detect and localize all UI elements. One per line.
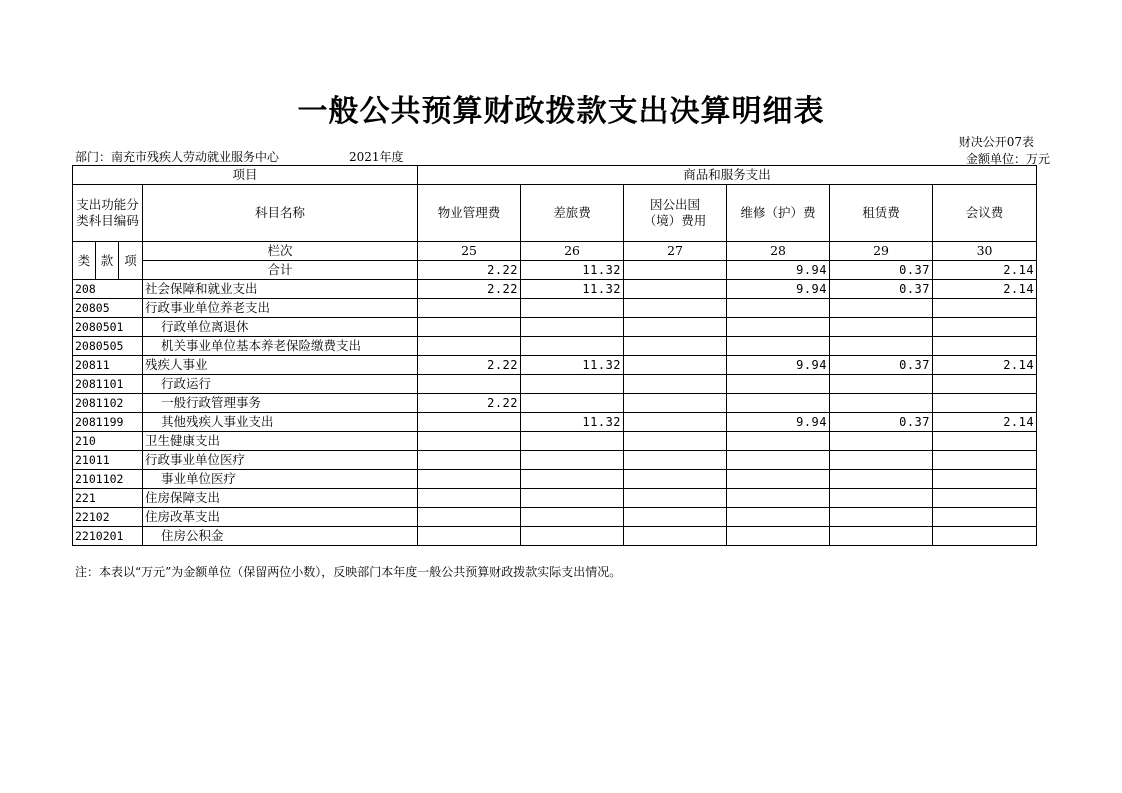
total-cell: 2.22 <box>418 261 521 280</box>
subject-name-cell: 机关事业单位基本养老保险缴费支出 <box>143 337 418 356</box>
footnote: 注：本表以“万元”为金额单位（保留两位小数），反映部门本年度一般公共预算财政拨款实际支出情况。 <box>75 565 622 579</box>
function-code-cell: 2101102 <box>73 470 143 489</box>
subject-name-cell: 行政事业单位医疗 <box>143 451 418 470</box>
amount-cell <box>521 432 624 451</box>
table-row <box>73 508 1037 527</box>
amount-cell <box>727 318 830 337</box>
amount-cell <box>624 470 727 489</box>
col-no-28: 28 <box>727 242 830 261</box>
amount-cell <box>727 508 830 527</box>
amount-cell <box>830 527 933 546</box>
amount-cell <box>624 299 727 318</box>
subject-name-cell: 行政运行 <box>143 375 418 394</box>
amount-cell <box>521 527 624 546</box>
subject-name-cell: 住房保障支出 <box>143 489 418 508</box>
amount-cell <box>933 527 1037 546</box>
subject-name-cell: 住房公积金 <box>143 527 418 546</box>
subject-name-cell: 住房改革支出 <box>143 508 418 527</box>
amount-cell <box>624 413 727 432</box>
amount-cell: 0.37 <box>830 280 933 299</box>
function-code-cell: 2210201 <box>73 527 143 546</box>
amount-cell <box>830 489 933 508</box>
lei-header: 类 <box>73 242 96 280</box>
table-row <box>73 375 1037 394</box>
amount-cell <box>830 470 933 489</box>
subject-name-header: 科目名称 <box>143 185 418 242</box>
amount-cell <box>624 356 727 375</box>
amount-cell <box>727 337 830 356</box>
amount-cell <box>933 508 1037 527</box>
report-title: 一般公共预算财政拨款支出决算明细表 <box>297 94 825 129</box>
amount-cell <box>933 394 1037 413</box>
subject-name-cell: 行政单位离退休 <box>143 318 418 337</box>
amount-cell <box>933 432 1037 451</box>
amount-cell <box>933 318 1037 337</box>
project-header: 项目 <box>73 166 418 185</box>
amount-cell <box>727 375 830 394</box>
xiang-header: 项 <box>119 242 143 280</box>
total-label: 合计 <box>143 261 418 280</box>
function-code-cell: 2081101 <box>73 375 143 394</box>
lanci-row <box>73 242 1037 261</box>
fiscal-year: 2021年度 <box>349 150 404 164</box>
amount-cell <box>521 318 624 337</box>
amount-cell <box>727 470 830 489</box>
amount-cell: 9.94 <box>727 280 830 299</box>
amount-cell <box>727 299 830 318</box>
function-code-cell: 20805 <box>73 299 143 318</box>
table-row <box>73 489 1037 508</box>
total-cell: 0.37 <box>830 261 933 280</box>
amount-cell <box>727 527 830 546</box>
amount-cell <box>521 299 624 318</box>
amount-cell <box>521 451 624 470</box>
col-no-26: 26 <box>521 242 624 261</box>
table-row <box>73 337 1037 356</box>
amount-cell <box>521 470 624 489</box>
amount-cell <box>418 337 521 356</box>
amount-cell <box>418 413 521 432</box>
subject-name-cell: 其他残疾人事业支出 <box>143 413 418 432</box>
amount-cell <box>624 451 727 470</box>
amount-cell <box>933 470 1037 489</box>
amount-cell <box>418 375 521 394</box>
function-code-cell: 2081199 <box>73 413 143 432</box>
amount-cell <box>624 280 727 299</box>
col-header-29: 租赁费 <box>830 185 933 242</box>
amount-cell: 0.37 <box>830 413 933 432</box>
department-label: 部门：南充市残疾人劳动就业服务中心 <box>75 150 280 164</box>
table-row <box>73 470 1037 489</box>
col-no-27: 27 <box>624 242 727 261</box>
col-no-30: 30 <box>933 242 1037 261</box>
amount-cell <box>418 299 521 318</box>
amount-cell <box>624 432 727 451</box>
function-code-cell: 2080501 <box>73 318 143 337</box>
amount-cell <box>933 375 1037 394</box>
function-code-cell: 210 <box>73 432 143 451</box>
amount-cell: 11.32 <box>521 413 624 432</box>
amount-cell <box>624 489 727 508</box>
amount-cell: 2.22 <box>418 280 521 299</box>
col-header-30: 会议费 <box>933 185 1037 242</box>
amount-cell <box>521 337 624 356</box>
amount-cell <box>830 337 933 356</box>
table-row <box>73 299 1037 318</box>
amount-cell <box>830 375 933 394</box>
form-number: 财决公开07表 <box>958 135 1034 149</box>
goods-services-header: 商品和服务支出 <box>418 166 1037 185</box>
expenditure-table <box>72 165 1037 546</box>
amount-cell <box>418 508 521 527</box>
table-row <box>73 356 1037 375</box>
amount-cell: 2.14 <box>933 280 1037 299</box>
function-code-cell: 221 <box>73 489 143 508</box>
amount-cell <box>418 318 521 337</box>
amount-cell: 9.94 <box>727 413 830 432</box>
table-row <box>73 280 1037 299</box>
amount-unit: 金额单位：万元 <box>965 152 1050 166</box>
function-code-cell: 20811 <box>73 356 143 375</box>
table-row <box>73 527 1037 546</box>
function-code-cell: 21011 <box>73 451 143 470</box>
amount-cell <box>830 432 933 451</box>
amount-cell <box>624 337 727 356</box>
amount-cell: 2.14 <box>933 356 1037 375</box>
amount-cell: 11.32 <box>521 280 624 299</box>
col-no-29: 29 <box>830 242 933 261</box>
subject-name-cell: 社会保障和就业支出 <box>143 280 418 299</box>
amount-cell: 2.22 <box>418 356 521 375</box>
subject-name-cell: 事业单位医疗 <box>143 470 418 489</box>
amount-cell <box>624 318 727 337</box>
function-code-cell: 2081102 <box>73 394 143 413</box>
kuan-header: 款 <box>96 242 119 280</box>
col-header-26: 差旅费 <box>521 185 624 242</box>
total-cell <box>624 261 727 280</box>
subject-name-cell: 行政事业单位养老支出 <box>143 299 418 318</box>
table-row <box>73 318 1037 337</box>
amount-cell <box>418 432 521 451</box>
subject-name-cell: 一般行政管理事务 <box>143 394 418 413</box>
amount-cell: 9.94 <box>727 356 830 375</box>
table-row <box>73 394 1037 413</box>
function-code-header: 支出功能分类科目编码 <box>73 185 143 242</box>
amount-cell <box>933 451 1037 470</box>
total-row <box>73 261 1037 280</box>
table-row <box>73 432 1037 451</box>
amount-cell <box>418 527 521 546</box>
amount-cell <box>418 470 521 489</box>
amount-cell <box>830 451 933 470</box>
total-cell: 11.32 <box>521 261 624 280</box>
col-header-28: 维修（护）费 <box>727 185 830 242</box>
header-row-2 <box>73 185 1037 242</box>
amount-cell <box>521 508 624 527</box>
amount-cell <box>933 337 1037 356</box>
amount-cell <box>521 375 624 394</box>
amount-cell <box>933 299 1037 318</box>
amount-cell <box>830 299 933 318</box>
amount-cell <box>624 508 727 527</box>
function-code-cell: 208 <box>73 280 143 299</box>
amount-cell <box>624 394 727 413</box>
amount-cell <box>624 527 727 546</box>
amount-cell <box>521 489 624 508</box>
amount-cell <box>624 375 727 394</box>
lanci-label: 栏次 <box>143 242 418 261</box>
amount-cell: 2.22 <box>418 394 521 413</box>
amount-cell: 11.32 <box>521 356 624 375</box>
amount-cell <box>830 318 933 337</box>
function-code-cell: 2080505 <box>73 337 143 356</box>
amount-cell: 2.14 <box>933 413 1037 432</box>
amount-cell <box>727 451 830 470</box>
function-code-cell: 22102 <box>73 508 143 527</box>
amount-cell <box>727 432 830 451</box>
amount-cell <box>727 394 830 413</box>
header-row-1 <box>73 166 1037 185</box>
col-header-25: 物业管理费 <box>418 185 521 242</box>
amount-cell <box>521 394 624 413</box>
col-no-25: 25 <box>418 242 521 261</box>
amount-cell <box>418 451 521 470</box>
subject-name-cell: 卫生健康支出 <box>143 432 418 451</box>
subject-name-cell: 残疾人事业 <box>143 356 418 375</box>
amount-cell <box>830 508 933 527</box>
table-row <box>73 413 1037 432</box>
amount-cell <box>418 489 521 508</box>
total-cell: 9.94 <box>727 261 830 280</box>
amount-cell <box>727 489 830 508</box>
col-header-27: 因公出国（境）费用 <box>624 185 727 242</box>
amount-cell: 0.37 <box>830 356 933 375</box>
amount-cell <box>933 489 1037 508</box>
total-cell: 2.14 <box>933 261 1037 280</box>
amount-cell <box>830 394 933 413</box>
table-row <box>73 451 1037 470</box>
